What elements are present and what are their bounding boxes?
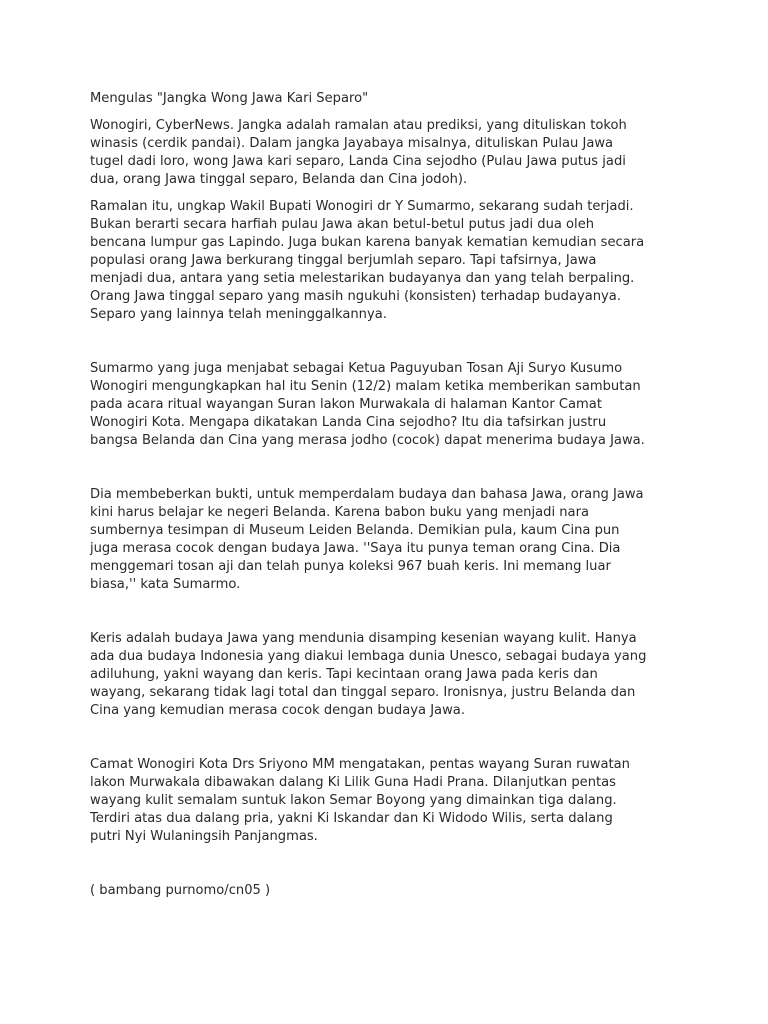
text-line: pada acara ritual wayangan Suran lakon Murwakala di halaman Kantor Camat <box>90 397 602 412</box>
text-line: biasa,'' kata Sumarmo. <box>90 577 241 592</box>
text-line: Cina yang kemudian merasa cocok dengan budaya Jawa. <box>90 703 465 718</box>
paragraph-3 <box>90 360 690 450</box>
text-line: kini harus belajar ke negeri Belanda. Karena babon buku yang menjadi nara <box>90 505 589 520</box>
text-line: lakon Murwakala dibawakan dalang Ki Lilik Guna Hadi Prana. Dilanjutkan pentas <box>90 775 616 790</box>
text-line: adiluhung, yakni wayang dan keris. Tapi kecintaan orang Jawa pada keris dan <box>90 667 598 682</box>
text-line: winasis (cerdik pandai). Dalam jangka Jayabaya misalnya, dituliskan Pulau Jawa <box>90 136 614 151</box>
article-title: Mengulas "Jangka Wong Jawa Kari Separo" <box>90 91 369 106</box>
text-line: Orang Jawa tinggal separo yang masih ngukuhi (konsisten) terhadap budayanya. <box>90 289 621 304</box>
text-line: putri Nyi Wulaningsih Panjangmas. <box>90 829 318 844</box>
text-line: Separo yang lainnya telah meninggalkannya. <box>90 307 387 322</box>
text-line: dua, orang Jawa tinggal separo, Belanda dan Cina jodoh). <box>90 172 468 187</box>
paragraph-5 <box>90 630 690 720</box>
paragraph-2 <box>90 198 690 324</box>
text-line: Ramalan itu, ungkap Wakil Bupati Wonogiri dr Y Sumarmo, sekarang sudah terjadi. <box>90 199 634 214</box>
text-line: bangsa Belanda dan Cina yang merasa jodho (cocok) dapat menerima budaya Jawa. <box>90 433 645 448</box>
text-line: Wonogiri mengungkapkan hal itu Senin (12/2) malam ketika memberikan sambutan <box>90 379 641 394</box>
text-line: sumbernya tesimpan di Museum Leiden Belanda. Demikian pula, kaum Cina pun <box>90 523 620 538</box>
text-line: wayang kulit semalam suntuk lakon Semar Boyong yang dimainkan tiga dalang. <box>90 793 617 808</box>
text-line: Sumarmo yang juga menjabat sebagai Ketua Paguyuban Tosan Aji Suryo Kusumo <box>90 361 623 376</box>
text-line: Terdiri atas dua dalang pria, yakni Ki Iskandar dan Ki Widodo Wilis, serta dalang <box>90 811 613 826</box>
text-line: Dia membeberkan bukti, untuk memperdalam budaya dan bahasa Jawa, orang Jawa <box>90 487 644 502</box>
paragraph-6 <box>90 756 690 846</box>
paragraph-1 <box>90 117 690 189</box>
text-line: juga merasa cocok dengan budaya Jawa. ''Saya itu punya teman orang Cina. Dia <box>90 541 621 556</box>
text-line: Wonogiri, CyberNews. Jangka adalah ramalan atau prediksi, yang dituliskan tokoh <box>90 118 627 133</box>
text-line: Keris adalah budaya Jawa yang mendunia disamping kesenian wayang kulit. Hanya <box>90 631 637 646</box>
text-line: ada dua budaya Indonesia yang diakui lembaga dunia Unesco, sebagai budaya yang <box>90 649 647 664</box>
text-line: menggemari tosan aji dan telah punya koleksi 967 buah keris. Ini memang luar <box>90 559 611 574</box>
text-line: populasi orang Jawa berkurang tinggal berjumlah separo. Tapi tafsirnya, Jawa <box>90 253 597 268</box>
text-line: menjadi dua, antara yang setia melestarikan budayanya dan yang telah berpaling. <box>90 271 635 286</box>
paragraph-4 <box>90 486 690 594</box>
document-page <box>90 90 690 900</box>
text-line: bencana lumpur gas Lapindo. Juga bukan karena banyak kematian kemudian secara <box>90 235 645 250</box>
author-credit: ( bambang purnomo/cn05 ) <box>90 883 271 898</box>
text-line: Camat Wonogiri Kota Drs Sriyono MM mengatakan, pentas wayang Suran ruwatan <box>90 757 630 772</box>
text-line: tugel dadi loro, wong Jawa kari separo, Landa Cina sejodho (Pulau Jawa putus jadi <box>90 154 626 169</box>
text-line: Bukan berarti secara harfiah pulau Jawa akan betul-betul putus jadi dua oleh <box>90 217 595 232</box>
text-line: Wonogiri Kota. Mengapa dikatakan Landa Cina sejodho? Itu dia tafsirkan justru <box>90 415 607 430</box>
byline <box>90 882 690 900</box>
text-line: wayang, sekarang tidak lagi total dan tinggal separo. Ironisnya, justru Belanda dan <box>90 685 636 700</box>
